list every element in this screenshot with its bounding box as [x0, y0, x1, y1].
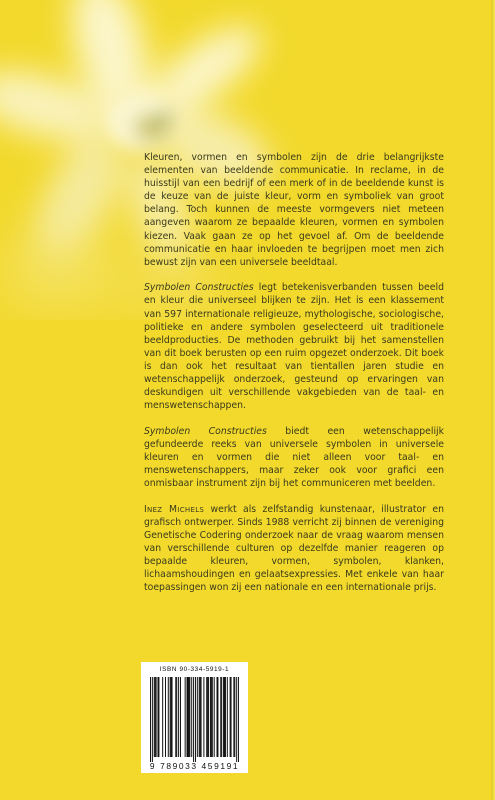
barcode-bar — [234, 677, 235, 757]
flower-center — [102, 88, 178, 152]
cover-edge — [491, 0, 495, 800]
barcode-bar — [195, 677, 196, 762]
barcode-bar — [207, 677, 208, 757]
barcode-bar — [193, 677, 194, 762]
barcode-bar — [217, 677, 218, 757]
blurb-paragraph-2 — [144, 281, 444, 412]
barcode-bar — [162, 677, 163, 757]
barcode-bar — [221, 677, 222, 757]
paragraph-2-text: legt betekenisverbanden tussen beeld en kleur die universeel blijken te zijn. Het is een klassement van 597 internationale religieuze, mythologische, sociologische, politieke en andere symbolen geselecteerd uit traditionele beeldproducties. De methoden gebruikt bij het samenstellen van dit boek berusten op een ruim opgezet onderzoek. Dit boek is dan ook het resultaat van tientallen jaren studie en wetenschappelijk onderzoek, gesteund op ervaringen van deskundigen uit verschillende vakgebieden van de taal- en menswetenschappen. — [144, 282, 444, 412]
barcode-bar — [223, 677, 224, 757]
barcode-bar — [200, 677, 201, 757]
barcode-bar — [231, 677, 232, 757]
barcode-bar — [230, 677, 231, 757]
book-title: Symbolen Constructies — [144, 425, 267, 437]
barcode-bar — [158, 677, 159, 757]
barcode-bar — [187, 677, 188, 757]
barcode-bar — [178, 677, 179, 757]
barcode-bar — [188, 677, 189, 757]
barcode-bar — [165, 677, 166, 757]
barcode-bar — [156, 677, 157, 757]
barcode-bar — [238, 677, 239, 762]
barcode-bar — [208, 677, 209, 757]
barcode-bar — [206, 677, 207, 757]
barcode-bar — [212, 677, 213, 757]
barcode-bar — [168, 677, 169, 757]
barcode-bar — [171, 677, 172, 757]
barcode-bar — [224, 677, 225, 757]
barcode-bar — [155, 677, 156, 757]
blurb-paragraph-3 — [144, 425, 444, 490]
barcode-bar — [217, 677, 218, 757]
barcode-bar — [154, 677, 155, 757]
blurb-text — [144, 151, 444, 607]
barcode-bar — [201, 677, 202, 757]
barcode-bar — [210, 677, 211, 757]
barcode-bar — [150, 677, 151, 762]
barcode-bars — [150, 677, 239, 762]
paragraph-3-text: biedt een wetenschappelijk gefundeerde reeks van universele symbolen in universele kleuren en vormen die niet alleen voor taal- en menswetenschappers, maar zeker ook voor grafici een onmisbaar instrument zijn bij het communiceren met beelden. — [144, 425, 444, 490]
barcode-bar — [203, 677, 204, 757]
barcode-bar — [227, 677, 228, 757]
barcode-bar — [185, 677, 186, 757]
barcode-bar — [172, 677, 173, 757]
barcode-bar — [175, 677, 176, 757]
barcode-label — [141, 662, 248, 773]
author-bio — [144, 503, 444, 595]
barcode-bar — [170, 677, 171, 757]
barcode-bar — [187, 677, 188, 757]
barcode-bar — [220, 677, 221, 757]
barcode-bar — [199, 677, 200, 757]
isbn-number: ISBN 90-334-5919-1 — [159, 666, 230, 673]
barcode-bar — [152, 677, 153, 762]
barcode-bar — [225, 677, 226, 757]
barcode-bar — [157, 677, 158, 757]
barcode-bar — [180, 677, 181, 757]
barcode-bar — [191, 677, 192, 757]
barcode-bar — [214, 677, 215, 757]
ean-digits: 9 789033 459191 — [149, 761, 240, 771]
author-bio-text: werkt als zelfstandig kunstenaar, illustrator en grafisch ontwerper. Sinds 1988 verricht zij binnen de vereniging Genetische Codering onderzoek naar de vraag waarom mensen van verschillende culturen op dezelfde manier reageren op bepaalde kleuren, vormen, symbolen, klanken, lichaamshoudingen en gelaatsexpressies. Met enkele van haar toepassingen won zij een nationale en een internationale prijs. — [144, 503, 444, 594]
barcode-bar — [233, 677, 234, 757]
barcode-bar — [189, 677, 190, 757]
barcode-bar — [176, 677, 177, 757]
blurb-paragraph-1: Kleuren, vormen en symbolen zijn de drie belangrijkste elementen van beeldende communicatie. In reclame, in de huisstijl van een bedrijf of een merk of in de beeldende kunst is de keuze van de juiste kleur, vorm en symboliek van groot belang. Toch kunnen de meeste vormgevers niet meteen aangeven waarom ze bepaalde kleuren, vormen en symbolen kiezen. Vaak gaan ze op het gevoel af. Om de beeldende communicatie en haar invloeden te begrijpen moet men zich bewust zijn van een universele beeldtaal. — [144, 152, 444, 268]
barcode-bar — [197, 677, 198, 757]
book-title: Symbolen Constructies — [144, 282, 254, 294]
barcode-bar — [211, 677, 212, 757]
author-name: Inez Michels — [144, 503, 205, 515]
barcode-bar — [236, 677, 237, 762]
